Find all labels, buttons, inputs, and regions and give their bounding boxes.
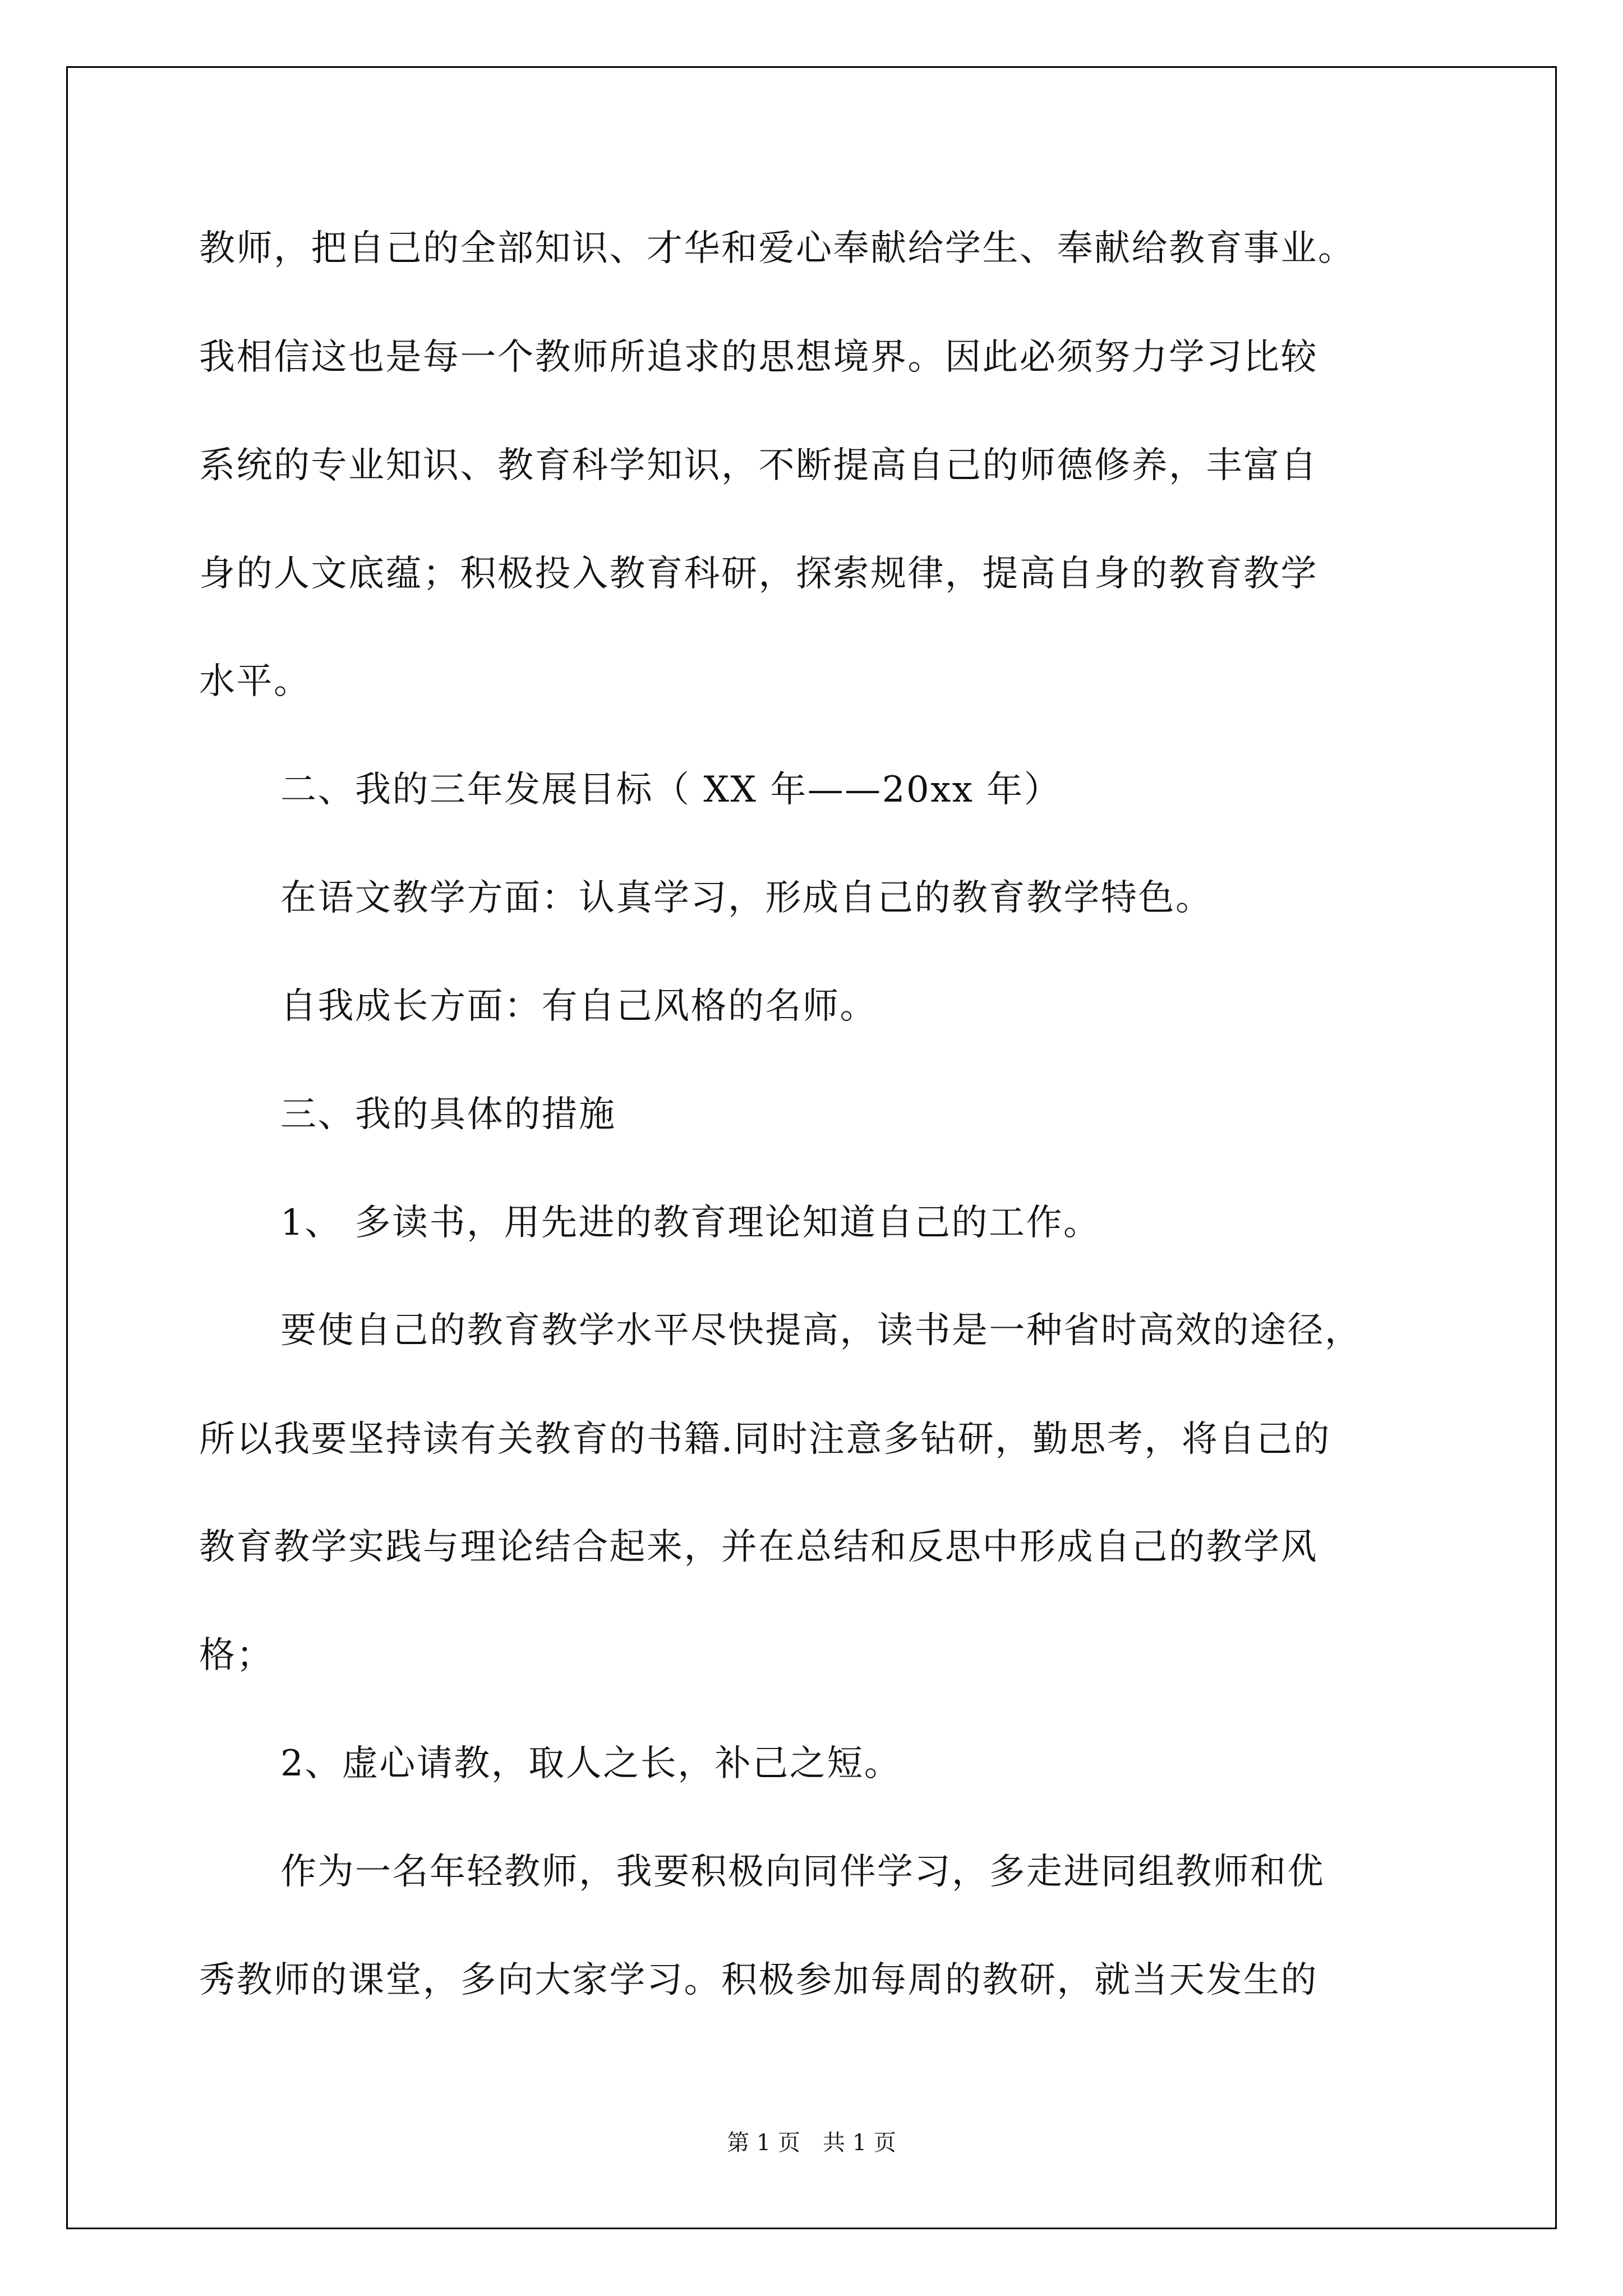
body-line-reading-4: 格； bbox=[199, 1635, 274, 1676]
body-line-3: 系统的专业知识、教育科学知识，不断提高自己的师德修养，丰富自 bbox=[199, 445, 1318, 486]
body-line-peers-2: 秀教师的课堂，多向大家学习。积极参加每周的教研，就当天发生的 bbox=[199, 1959, 1318, 2001]
body-line-self-growth: 自我成长方面：有自己风格的名师。 bbox=[280, 986, 877, 1027]
body-line-reading-2: 所以我要坚持读有关教育的书籍.同时注意多钻研，勤思考，将自己的 bbox=[199, 1419, 1331, 1460]
page-footer: 第 1 页 共 1 页 bbox=[727, 2130, 896, 2156]
body-line-chinese-teaching: 在语文教学方面：认真学习，形成自己的教育教学特色。 bbox=[280, 877, 1213, 919]
body-line-2: 我相信这也是每一个教师所追求的思想境界。因此必须努力学习比较 bbox=[199, 337, 1318, 378]
body-line-reading-1: 要使自己的教育教学水平尽快提高，读书是一种省时高效的途径， bbox=[280, 1310, 1362, 1351]
section-heading-goals: 二、我的三年发展目标（ XX 年——20xx 年） bbox=[280, 769, 1062, 811]
body-line-1: 教师，把自己的全部知识、才华和爱心奉献给学生、奉献给教育事业。 bbox=[199, 228, 1355, 269]
list-item-2: 2、虚心请教，取人之长，补己之短。 bbox=[280, 1743, 902, 1784]
body-line-reading-3: 教育教学实践与理论结合起来，并在总结和反思中形成自己的教学风 bbox=[199, 1526, 1318, 1568]
body-line-peers-1: 作为一名年轻教师，我要积极向同伴学习，多走进同组教师和优 bbox=[280, 1851, 1325, 1893]
body-line-4: 身的人文底蕴；积极投入教育科研，探索规律，提高自身的教育教学 bbox=[199, 553, 1318, 595]
list-item-1: 1、 多读书，用先进的教育理论知道自己的工作。 bbox=[280, 1202, 1101, 1244]
body-line-5: 水平。 bbox=[199, 661, 311, 702]
section-heading-measures: 三、我的具体的措施 bbox=[280, 1094, 616, 1135]
